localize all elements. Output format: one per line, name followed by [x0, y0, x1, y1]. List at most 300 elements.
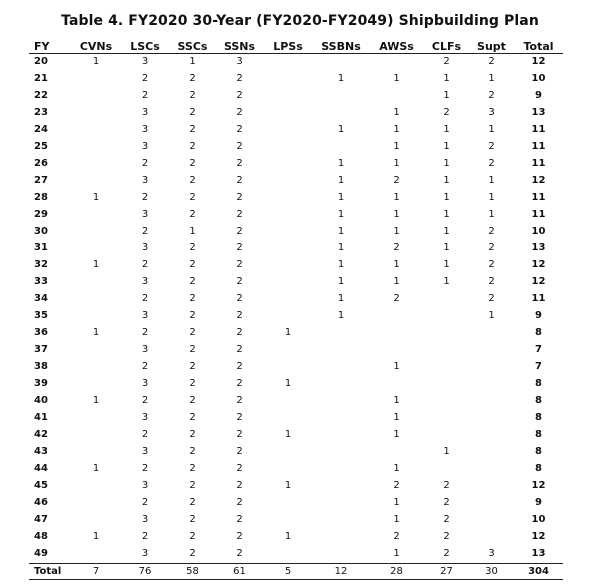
table-cell	[71, 274, 121, 291]
table-cell: 1	[284, 327, 292, 339]
table-cell: 1	[393, 361, 400, 373]
col-header-sscs: SSCs	[169, 38, 216, 54]
table-cell: 1	[284, 378, 292, 390]
table-cell: 1	[443, 445, 450, 457]
table-cell	[71, 495, 121, 512]
table-cell: 2	[236, 412, 243, 424]
table-cell: 2	[189, 174, 196, 186]
table-cell: 3	[488, 547, 495, 559]
col-header-fy: FY	[29, 38, 71, 54]
table-cell: 2	[443, 513, 450, 525]
table-cell	[313, 478, 369, 495]
table-cell	[263, 224, 313, 241]
table-row	[29, 376, 563, 393]
table-cell	[71, 427, 121, 444]
table-cell: 2	[236, 496, 243, 508]
row-total-cell: 8	[535, 462, 542, 474]
col-header-lscs: LSCs	[121, 38, 169, 54]
fy-cell: 30	[34, 225, 48, 237]
table-cell: 2	[393, 293, 400, 305]
fy-cell: 34	[34, 293, 48, 305]
table-cell	[469, 376, 514, 393]
table-body	[29, 54, 563, 564]
total-cell: 58	[169, 563, 216, 580]
fy-cell: 35	[34, 310, 48, 322]
table-cell: 2	[189, 310, 196, 322]
table-cell	[263, 156, 313, 173]
table-cell: 1	[337, 225, 345, 237]
table-cell	[424, 427, 469, 444]
table-cell	[424, 342, 469, 359]
table-row	[29, 444, 563, 461]
table-cell	[71, 71, 121, 88]
fy-cell: 45	[34, 479, 48, 491]
row-total-cell: 12	[531, 174, 546, 186]
table-cell	[369, 88, 424, 105]
table-cell: 2	[488, 140, 495, 152]
table-cell: 2	[236, 428, 243, 440]
table-cell: 3	[236, 56, 243, 67]
table-cell: 2	[141, 327, 149, 339]
table-row	[29, 257, 563, 274]
table-row	[29, 291, 563, 308]
total-cell: 12	[313, 563, 369, 580]
row-total-cell: 8	[535, 327, 542, 339]
table-cell: 1	[393, 395, 400, 407]
table-cell	[263, 393, 313, 410]
table-cell: 1	[284, 479, 292, 491]
table-cell: 2	[189, 106, 196, 118]
table-cell: 2	[189, 496, 196, 508]
table-cell: 1	[443, 89, 450, 101]
table-cell: 2	[189, 276, 196, 288]
table-cell	[469, 410, 514, 427]
header-row	[29, 38, 563, 54]
table-cell: 3	[141, 445, 149, 457]
table-row	[29, 173, 563, 190]
table-cell: 1	[443, 225, 450, 237]
table-cell: 1	[488, 208, 495, 220]
table-cell: 2	[189, 140, 196, 152]
table-cell: 2	[488, 259, 495, 271]
table-cell	[263, 308, 313, 325]
table-cell: 1	[443, 72, 450, 84]
table-cell: 2	[393, 479, 400, 491]
fy-cell: 42	[34, 428, 48, 440]
table-cell: 2	[236, 547, 243, 559]
table-row	[29, 342, 563, 359]
fy-cell: 39	[34, 378, 48, 390]
table-cell: 2	[236, 191, 243, 203]
table-cell	[369, 342, 424, 359]
table-cell	[71, 207, 121, 224]
table-cell: 2	[189, 462, 196, 474]
table-cell: 1	[393, 412, 400, 424]
table-cell	[469, 393, 514, 410]
table-cell: 3	[141, 310, 149, 322]
table-cell: 1	[443, 174, 450, 186]
table-cell: 2	[488, 56, 495, 67]
table-cell	[313, 444, 369, 461]
table-cell: 1	[393, 208, 400, 220]
table-cell: 2	[443, 106, 450, 118]
table-row	[29, 207, 563, 224]
table-cell: 2	[443, 530, 450, 542]
table-cell: 2	[236, 378, 243, 390]
total-cell: 61	[216, 563, 263, 580]
table-cell	[263, 105, 313, 122]
fy-cell: 20	[34, 56, 48, 67]
row-total-cell: 8	[535, 412, 542, 424]
table-cell: 1	[92, 530, 100, 542]
table-row	[29, 308, 563, 325]
table-cell	[263, 291, 313, 308]
table-title: Table 4. FY2020 30-Year (FY2020-FY2049) Shipbuilding Plan	[61, 13, 539, 29]
table-cell	[263, 71, 313, 88]
row-total-cell: 10	[531, 225, 546, 237]
table-cell: 2	[189, 191, 196, 203]
total-cell: 7	[71, 563, 121, 580]
table-cell: 2	[141, 191, 149, 203]
table-cell	[424, 410, 469, 427]
table-cell: 2	[488, 242, 495, 254]
table-cell	[71, 291, 121, 308]
table-cell	[71, 173, 121, 190]
fy-cell: 38	[34, 361, 48, 373]
table-cell: 2	[189, 259, 196, 271]
table-cell	[469, 478, 514, 495]
row-total-cell: 8	[535, 428, 542, 440]
fy-cell: 44	[34, 462, 48, 474]
row-total-cell: 13	[531, 547, 546, 559]
row-total-cell: 11	[531, 123, 546, 135]
table-cell: 1	[92, 462, 100, 474]
table-cell: 2	[236, 462, 243, 474]
table-cell	[313, 546, 369, 563]
table-cell	[71, 546, 121, 563]
table-cell	[313, 54, 369, 71]
table-cell	[313, 427, 369, 444]
fy-cell: 43	[34, 445, 48, 457]
table-row	[29, 139, 563, 156]
fy-cell: 28	[34, 191, 48, 203]
table-cell: 1	[337, 293, 345, 305]
fy-cell: 29	[34, 208, 48, 220]
table-cell: 2	[393, 174, 400, 186]
table-cell	[71, 88, 121, 105]
table-cell: 2	[189, 123, 196, 135]
table-row	[29, 224, 563, 241]
table-row	[29, 359, 563, 376]
table-cell: 2	[189, 327, 196, 339]
row-total-cell: 10	[531, 513, 546, 525]
table-cell: 1	[488, 174, 495, 186]
table-cell	[263, 461, 313, 478]
table-cell: 1	[393, 496, 400, 508]
row-total-cell: 7	[535, 361, 542, 373]
table-row	[29, 105, 563, 122]
table-cell: 2	[189, 428, 196, 440]
table-row	[29, 512, 563, 529]
table-cell: 2	[189, 89, 196, 101]
table-cell	[313, 325, 369, 342]
table-cell: 2	[236, 89, 243, 101]
row-total-cell: 13	[531, 242, 546, 254]
table-cell	[263, 512, 313, 529]
table-cell	[469, 444, 514, 461]
table-cell: 2	[236, 344, 243, 356]
row-total-cell: 12	[531, 479, 546, 491]
total-cell-label: Total	[29, 563, 71, 580]
fy-cell: 48	[34, 530, 48, 542]
table-cell: 2	[141, 157, 149, 169]
total-cell: 5	[263, 563, 313, 580]
table-cell: 1	[337, 242, 345, 254]
table-cell: 3	[488, 106, 495, 118]
table-cell: 2	[141, 259, 149, 271]
table-cell: 2	[236, 225, 243, 237]
table-cell: 1	[337, 174, 345, 186]
table-cell: 1	[189, 225, 196, 237]
table-cell	[263, 173, 313, 190]
table-cell: 2	[236, 530, 243, 542]
table-row	[29, 393, 563, 410]
table-cell	[71, 308, 121, 325]
table-cell	[313, 529, 369, 546]
table-cell: 2	[189, 344, 196, 356]
table-cell	[469, 325, 514, 342]
table-cell: 1	[393, 123, 400, 135]
table-cell: 1	[488, 310, 495, 322]
table-cell: 2	[488, 293, 495, 305]
table-cell	[469, 342, 514, 359]
table-cell: 2	[236, 327, 243, 339]
table-cell: 1	[393, 157, 400, 169]
table-cell	[469, 359, 514, 376]
table-cell: 2	[141, 462, 149, 474]
table-cell: 1	[337, 259, 345, 271]
table-cell: 3	[141, 140, 149, 152]
row-total-cell: 13	[531, 106, 546, 118]
table-cell: 3	[141, 174, 149, 186]
table-cell: 2	[189, 412, 196, 424]
fy-cell: 47	[34, 513, 48, 525]
fy-cell: 40	[34, 395, 48, 407]
table-cell	[424, 393, 469, 410]
table-row	[29, 461, 563, 478]
table-cell: 2	[141, 428, 149, 440]
fy-cell: 22	[34, 89, 48, 101]
bottom-rule	[29, 579, 563, 580]
table-row	[29, 122, 563, 139]
table-cell	[424, 291, 469, 308]
table-cell	[263, 240, 313, 257]
table-row	[29, 190, 563, 207]
table-cell: 2	[488, 276, 495, 288]
table-row	[29, 427, 563, 444]
fy-cell: 33	[34, 276, 48, 288]
table-cell: 2	[189, 378, 196, 390]
table-cell	[71, 139, 121, 156]
fy-cell: 26	[34, 157, 48, 169]
table-cell	[313, 461, 369, 478]
table-cell	[469, 529, 514, 546]
table-cell: 2	[141, 395, 149, 407]
table-cell: 2	[236, 140, 243, 152]
table-cell: 2	[236, 72, 243, 84]
table-cell: 2	[236, 174, 243, 186]
row-total-cell: 8	[535, 378, 542, 390]
table-cell: 2	[236, 106, 243, 118]
table-cell: 2	[141, 293, 149, 305]
table-cell: 3	[141, 378, 149, 390]
row-total-cell: 11	[531, 157, 546, 169]
table-cell	[313, 359, 369, 376]
fy-cell: 31	[34, 242, 48, 254]
row-total-cell: 11	[531, 208, 546, 220]
table-cell: 3	[141, 412, 149, 424]
table-cell: 2	[189, 547, 196, 559]
row-total-cell: 12	[531, 56, 546, 67]
col-header-total: Total	[514, 38, 563, 54]
table-cell: 1	[393, 547, 400, 559]
table-cell	[71, 444, 121, 461]
table-cell	[369, 308, 424, 325]
table-cell	[71, 478, 121, 495]
table-cell: 1	[337, 72, 345, 84]
row-total-cell: 11	[531, 293, 546, 305]
row-total-cell: 12	[531, 276, 546, 288]
table-cell	[313, 512, 369, 529]
table-cell: 2	[189, 395, 196, 407]
table-row	[29, 88, 563, 105]
total-cell: 28	[369, 563, 424, 580]
table-cell	[313, 495, 369, 512]
table-cell	[424, 376, 469, 393]
table-cell: 3	[141, 547, 149, 559]
table-cell: 1	[393, 276, 400, 288]
table-cell: 1	[337, 310, 345, 322]
table-cell	[313, 393, 369, 410]
row-total-cell: 12	[531, 530, 546, 542]
table-cell: 1	[443, 208, 450, 220]
row-total-cell: 11	[531, 191, 546, 203]
table-cell	[263, 444, 313, 461]
table-cell: 2	[189, 157, 196, 169]
table-cell	[263, 410, 313, 427]
table-cell	[313, 342, 369, 359]
table-row	[29, 54, 563, 71]
table-cell: 2	[189, 530, 196, 542]
table-cell	[71, 156, 121, 173]
table-row	[29, 546, 563, 563]
table-cell	[71, 224, 121, 241]
table-cell: 2	[236, 445, 243, 457]
row-total-cell: 9	[535, 89, 542, 101]
table-row	[29, 325, 563, 342]
table-cell: 2	[488, 89, 495, 101]
row-total-cell: 9	[535, 496, 542, 508]
table-cell: 1	[393, 191, 400, 203]
row-total-cell: 11	[531, 140, 546, 152]
table-cell: 1	[284, 428, 292, 440]
table-cell: 2	[141, 89, 149, 101]
table-cell: 1	[92, 191, 100, 203]
fy-cell: 46	[34, 496, 48, 508]
table-row	[29, 495, 563, 512]
table-cell	[263, 88, 313, 105]
total-row	[29, 563, 563, 580]
table-cell	[469, 512, 514, 529]
table-cell: 2	[236, 157, 243, 169]
table-cell: 3	[141, 276, 149, 288]
table-cell	[369, 54, 424, 71]
row-total-cell: 9	[535, 310, 542, 322]
table-cell: 1	[393, 259, 400, 271]
table-cell: 1	[443, 157, 450, 169]
table-cell: 2	[236, 513, 243, 525]
table-cell	[263, 122, 313, 139]
table-cell	[263, 54, 313, 71]
table-cell: 1	[92, 395, 100, 407]
table-cell: 2	[189, 361, 196, 373]
fy-cell: 24	[34, 123, 48, 135]
table-cell: 2	[141, 72, 149, 84]
table-cell	[263, 257, 313, 274]
table-cell	[424, 325, 469, 342]
table-cell: 2	[443, 547, 450, 559]
table-cell	[469, 427, 514, 444]
fy-cell: 21	[34, 72, 48, 84]
table-cell: 1	[443, 242, 450, 254]
table-cell: 3	[141, 242, 149, 254]
total-cell: 76	[121, 563, 169, 580]
col-header-cvns: CVNs	[71, 38, 121, 54]
table-cell	[313, 139, 369, 156]
table-cell: 2	[189, 293, 196, 305]
table-cell: 2	[141, 496, 149, 508]
table-cell: 2	[443, 56, 450, 67]
table-cell	[313, 105, 369, 122]
table-cell	[369, 325, 424, 342]
row-total-cell: 12	[531, 259, 546, 271]
table-cell: 1	[337, 208, 345, 220]
table-cell	[263, 342, 313, 359]
table-cell: 1	[443, 276, 450, 288]
table-cell: 2	[189, 242, 196, 254]
table-cell	[71, 512, 121, 529]
row-total-cell: 7	[535, 344, 542, 356]
table-cell	[424, 359, 469, 376]
table-cell: 1	[393, 513, 400, 525]
table-cell	[313, 410, 369, 427]
table-cell	[71, 342, 121, 359]
table-cell	[313, 88, 369, 105]
table-cell: 1	[393, 140, 400, 152]
fy-cell: 23	[34, 106, 48, 118]
fy-cell: 32	[34, 259, 48, 271]
table-cell: 2	[236, 395, 243, 407]
table-row	[29, 274, 563, 291]
table-cell: 1	[393, 106, 400, 118]
table-cell: 1	[393, 72, 400, 84]
row-total-cell: 8	[535, 395, 542, 407]
table-cell	[263, 495, 313, 512]
table-cell	[71, 105, 121, 122]
table-cell	[469, 461, 514, 478]
table-cell	[71, 122, 121, 139]
table-cell: 1	[189, 56, 196, 67]
